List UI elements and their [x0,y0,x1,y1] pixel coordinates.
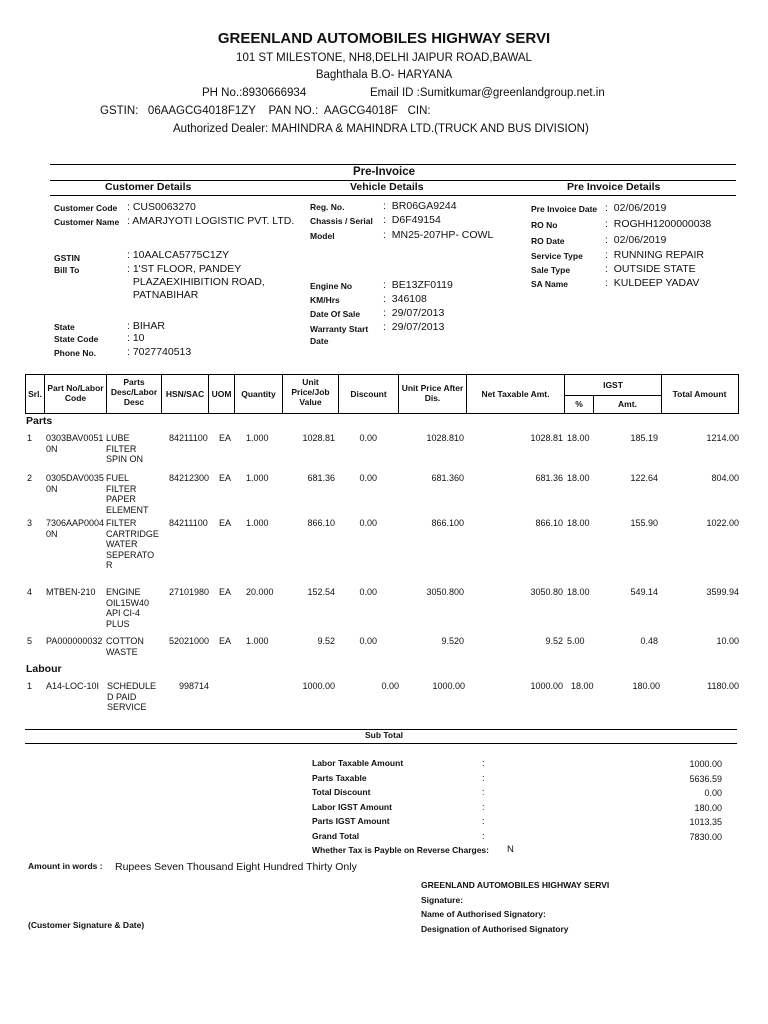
row-price-after: 866.100 [431,518,464,528]
company-email: Email ID :Sumitkumar@greenlandgroup.net.in [370,87,605,99]
row-total: 3599.94 [706,587,739,597]
row-unit-price: 1028.81 [302,433,335,443]
row-qty: 1.000 [246,636,269,646]
signature-label: Signature: [421,895,464,905]
row-net: 3050.80 [530,587,563,597]
parts-section-label: Parts [26,415,53,427]
row-igst-amt: 0.48 [640,636,658,646]
col-part: Part No/Labor Code [47,383,104,403]
customer-code-label: Customer Code [54,203,118,213]
row-srl: 4 [27,587,33,597]
col-hsn: HSN/SAC [165,389,205,399]
row-uom: EA [219,636,232,646]
row-discount: 0.00 [359,518,377,528]
summary-colon: : [482,758,485,768]
row-part-code: 7306AAP0004 0N [46,518,105,539]
row-igst-pct: 18.00 [567,473,590,483]
igst-divider [564,395,661,396]
row-unit-price: 866.10 [307,518,335,528]
ro-date: : 02/06/2019 [605,234,667,246]
row-qty: 20.000 [246,587,274,597]
summary-value: 0.00 [704,788,722,798]
row-unit-price: 681.36 [307,473,335,483]
summary-label: Grand Total [312,830,360,841]
summary-label: Parts IGST Amount [312,816,390,826]
company-address: 101 ST MILESTONE, NH8,DELHI JAIPUR ROAD,BAWAL [236,52,532,64]
reverse-charge: N [507,844,514,855]
summary-label: Labor IGST Amount [312,801,392,812]
summary-colon: : [482,816,485,826]
summary-colon: : [482,830,485,841]
row-desc: LUBE FILTER SPIN ON [106,433,144,464]
company-name: GREENLAND AUTOMOBILES HIGHWAY SERVI [217,30,551,47]
row-desc: FILTER CARTRIDGE WATER SEPERATO R [106,518,159,570]
row-part-code: MTBEN-210 [46,587,96,597]
summary-colon: : [482,801,485,812]
row-price-after: 1028.810 [426,433,464,443]
ro-no: : ROGHH1200000038 [605,218,712,230]
phone: : 7027740513 [127,346,192,358]
service-type-label: Service Type [531,251,583,261]
summary-label: Total Discount [312,787,371,797]
row-unit-price: 152.54 [307,587,335,597]
state: : BIHAR [127,320,165,332]
row-srl: 3 [27,518,33,528]
engine-label: Engine No [310,281,353,291]
summary-value: 5636.59 [689,773,722,784]
summary-value: 180.00 [694,802,722,813]
invoice-date-label: Pre Invoice Date [531,204,598,214]
row-net: 681.36 [535,473,563,483]
summary-colon: : [482,787,485,797]
col-unit: Unit Price/Job Value [291,377,330,407]
divider [50,164,736,165]
row-qty: 1.000 [246,433,269,443]
row-igst-amt: 122.64 [630,473,658,483]
row-part-code: 0305DAV0035 0N [46,473,104,494]
col-desc: Parts Desc/Labor Desc [110,377,158,407]
row-uom: EA [219,473,232,483]
row-desc: COTTON WASTE [106,636,144,657]
doc-title: Pre-Invoice [353,166,415,178]
summary-label: Labor Taxable Amount [312,758,404,768]
col-srl: Srl. [28,389,42,399]
row-discount: 0.00 [359,587,377,597]
bill-to: : 1'ST FLOOR, PANDEY PLAZAEXIHIBITION ROAD, PATNABIHAR [127,263,265,301]
row-discount: 0.00 [381,681,399,691]
summary-colon: : [482,772,485,783]
customer-name-label: Customer Name [54,217,120,227]
row-igst-pct: 18.00 [567,587,590,597]
row-price-after: 681.360 [431,473,464,483]
row-total: 1214.00 [706,433,739,443]
km-hrs: : 346108 [383,293,427,305]
row-desc: ENGINE OIL15W40 API CI-4 PLUS [106,587,150,629]
col-igst-pct: % [575,399,583,409]
row-total: 1022.00 [706,518,739,528]
row-unit-price: 9.52 [317,636,335,646]
section-invoice: Pre Invoice Details [567,181,661,193]
sale-type: : OUTSIDE STATE [605,263,696,275]
col-igst-amt: Amt. [618,399,637,409]
reg-no: : BR06GA9244 [383,200,457,212]
row-net: 1000.00 [530,681,563,691]
col-uom: UOM [211,389,232,399]
company-phone: PH No.:8930666934 [202,87,307,99]
sale-date-label: Date Of Sale [310,309,361,319]
row-hsn: 84212300 [169,473,210,483]
row-srl: 1 [27,433,33,443]
chassis-label: Chassis / Serial [310,216,373,226]
row-job-value: 1000.00 [302,681,335,691]
state-label: State [54,322,75,332]
designation-label: Designation of Authorised Signatory [421,924,569,934]
col-discount: Discount [350,389,387,399]
summary-value: 7830.00 [689,831,722,842]
row-price-after: 1000.00 [432,681,465,691]
customer-signature-label: (Customer Signature & Date) [28,920,145,930]
row-hsn: 84211100 [169,518,208,528]
divider [25,743,737,744]
authorized-dealer: Authorized Dealer: MAHINDRA & MAHINDRA LTD.(TRUCK AND BUS DIVISION) [173,123,589,135]
state-code-label: State Code [54,334,99,344]
warranty-label: Warranty Start Date [310,324,369,346]
row-price-after: 9.520 [441,636,464,646]
sa-name-label: SA Name [531,279,569,289]
model-label: Model [310,231,335,241]
bill-to-label: Bill To [54,265,80,275]
row-igst-amt: 185.19 [630,433,658,443]
row-igst-pct: 18.00 [571,681,594,691]
customer-gstin-label: GSTIN [54,253,80,263]
row-igst-amt: 180.00 [632,681,660,691]
state-code: : 10 [127,332,145,344]
sa-name: : KULDEEP YADAV [605,277,700,289]
row-sac: 998714 [179,681,210,691]
subtotal-label: Sub Total [364,730,404,740]
authorised-name-label: Name of Authorised Signatory: [421,909,546,919]
row-srl: 1 [27,681,33,691]
service-type: : RUNNING REPAIR [605,249,704,261]
chassis: : D6F49154 [383,214,441,226]
row-hsn: 27101980 [169,587,210,597]
row-igst-pct: 18.00 [567,518,590,528]
row-discount: 0.00 [359,473,377,483]
customer-name: : AMARJYOTI LOGISTIC PVT. LTD. [127,215,295,227]
sale-date: : 29/07/2013 [383,307,445,319]
row-net: 9.52 [545,636,563,646]
km-label: KM/Hrs [310,295,340,305]
summary-label: Parts Taxable [312,772,367,783]
row-discount: 0.00 [359,433,377,443]
section-customer: Customer Details [105,181,192,193]
row-desc: SCHEDULE D PAID SERVICE [107,681,157,712]
row-srl: 5 [27,636,33,646]
row-part-code: PA000000032 [46,636,103,646]
customer-code: : CUS0063270 [127,201,196,213]
row-uom: EA [219,518,232,528]
row-discount: 0.00 [359,636,377,646]
ro-date-label: RO Date [531,236,565,246]
row-net: 866.10 [535,518,563,528]
col-qty: Quantity [241,389,276,399]
company-gstin: GSTIN: 06AAGCG4018F1ZY PAN NO.: AAGCG4018F CIN: [100,105,431,117]
invoice-date: : 02/06/2019 [605,202,667,214]
row-net: 1028.81 [530,433,563,443]
summary-value: 1013.35 [689,817,722,827]
row-total: 1180.00 [707,681,739,691]
ro-no-label: RO No [531,220,558,230]
customer-gstin: : 10AALCA5775C1ZY [127,249,230,261]
row-uom: EA [219,587,232,597]
col-after: Unit Price After Dis. [401,383,464,403]
footer-company: GREENLAND AUTOMOBILES HIGHWAY SERVI [421,880,610,890]
col-net: Net Taxable Amt. [481,389,550,399]
labour-section-label: Labour [26,663,62,675]
row-igst-pct: 5.00 [567,636,585,646]
reverse-charge-label: Whether Tax is Payble on Reverse Charges: [312,845,489,855]
sale-type-label: Sale Type [531,265,571,275]
row-hsn: 84211100 [169,433,208,443]
row-srl: 2 [27,473,33,483]
divider [50,195,736,196]
row-total: 10.00 [716,636,739,646]
row-qty: 1.000 [246,473,269,483]
row-igst-amt: 155.90 [630,518,658,528]
row-part-code: 0303BAV0051 0N [46,433,104,454]
row-labour-code: A14-LOC-10I [46,681,100,691]
row-desc: FUEL FILTER PAPER ELEMENT [106,473,149,515]
company-locality: Baghthala B.O- HARYANA [315,69,453,81]
warranty-date: : 29/07/2013 [383,321,445,333]
row-uom: EA [219,433,232,443]
row-igst-pct: 18.00 [567,433,590,443]
row-total: 804.00 [711,473,739,483]
amount-words-label: Amount in words : [28,861,103,871]
reg-label: Reg. No. [310,202,345,212]
row-price-after: 3050.800 [426,587,464,597]
section-vehicle: Vehicle Details [350,181,424,193]
model: : MN25-207HP- COWL [383,229,494,241]
row-qty: 1.000 [246,518,269,528]
col-igst: IGST [603,380,623,390]
amount-words: Rupees Seven Thousand Eight Hundred Thirty Only [115,861,357,873]
col-total: Total Amount [672,389,727,399]
summary-value: 1000.00 [689,759,722,769]
row-igst-amt: 549.14 [630,587,658,597]
engine-no: : BE13ZF0119 [383,279,453,291]
row-hsn: 52021000 [169,636,210,646]
phone-label: Phone No. [54,348,97,358]
